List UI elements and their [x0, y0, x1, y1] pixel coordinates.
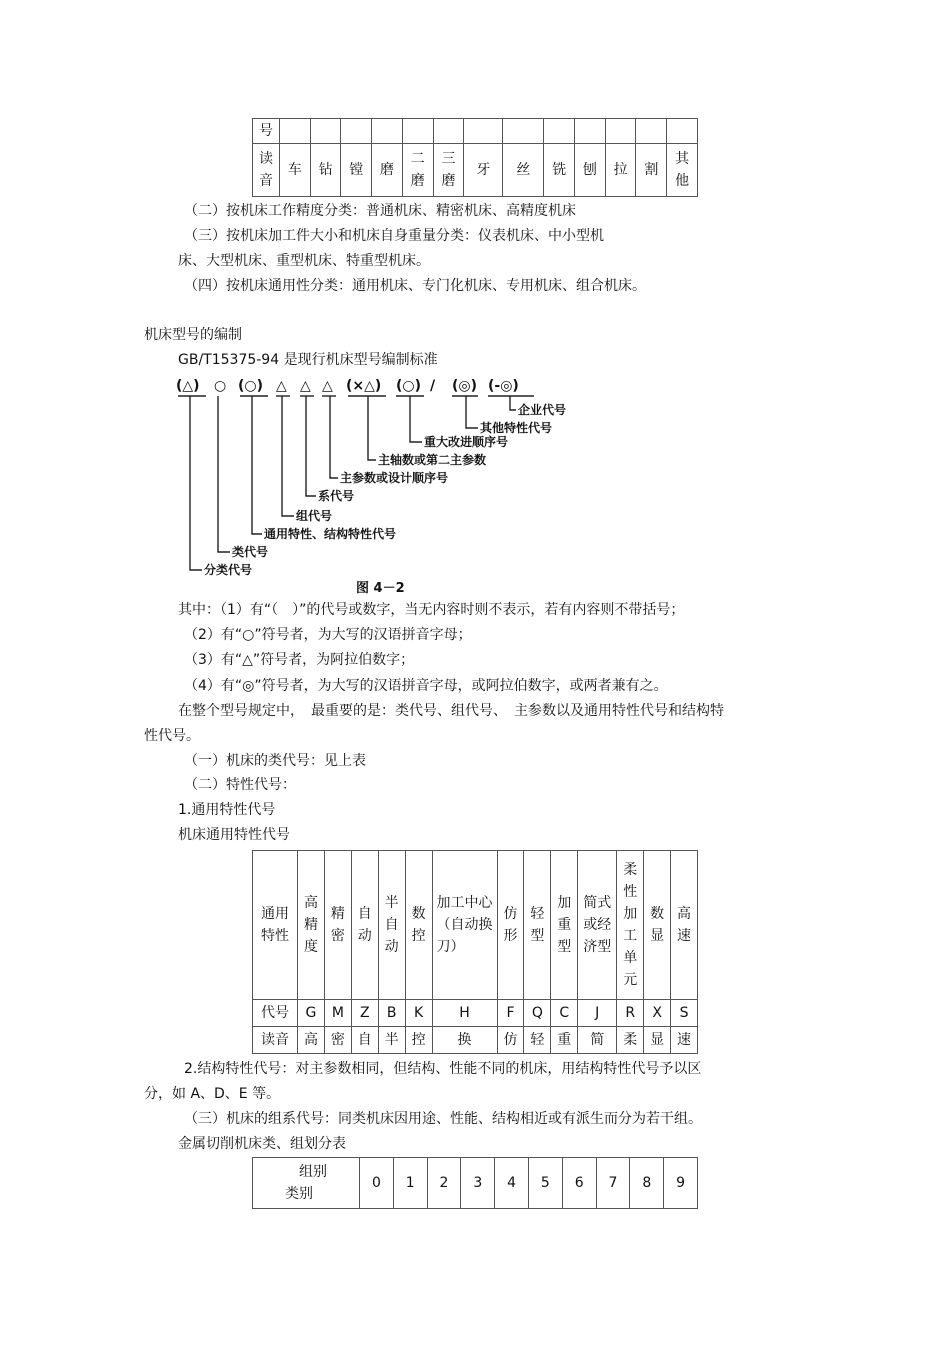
diagram-symbol: (△) [176, 378, 200, 394]
table-cell: 读音 [253, 144, 280, 197]
table-row [253, 1027, 698, 1054]
table-cell: 代号 [253, 1000, 298, 1027]
class-group-table [252, 1157, 698, 1209]
paragraph-line: 在整个型号规定中， 最重要的是：类代号、组代号、 主参数以及通用特性代号和结构特 [178, 703, 724, 719]
table-cell: C [551, 1000, 578, 1027]
table-cell: 拉 [605, 144, 636, 197]
section-title: 机床型号的编制 [144, 327, 242, 343]
table-cell: 通用特性 [253, 851, 298, 1000]
table-cell: 加重型 [551, 851, 578, 1000]
diagram-label: 系代号 [318, 489, 355, 503]
table-cell: 0 [360, 1158, 394, 1209]
table-cell: 2 [427, 1158, 461, 1209]
table-cell: 显 [644, 1027, 671, 1054]
table-cell [464, 119, 503, 144]
table-row [253, 144, 698, 197]
table-cell: H [432, 1000, 497, 1027]
table-cell: K [405, 1000, 432, 1027]
diagram-label: 主参数或设计顺序号 [340, 471, 449, 485]
table-cell: Z [351, 1000, 378, 1027]
table-cell [280, 119, 311, 144]
table-cell: 仿 [497, 1027, 524, 1054]
table-cell [636, 119, 667, 144]
paragraph-line: （一）机床的类代号：见上表 [184, 753, 366, 769]
table-cell: 高精度 [298, 851, 325, 1000]
table-row [253, 851, 698, 1000]
machine-class-table [252, 118, 698, 197]
table-cell: 刨 [575, 144, 606, 197]
table-cell [310, 119, 341, 144]
table-cell: 其他 [667, 144, 698, 197]
table-cell [402, 119, 433, 144]
table-cell: 轻型 [524, 851, 551, 1000]
table-cell [433, 119, 464, 144]
table-cell: 三磨 [433, 144, 464, 197]
table-cell: 自动 [351, 851, 378, 1000]
diagram-symbol: (○) [238, 378, 264, 394]
paragraph-line: （2）有“○”符号者，为大写的汉语拼音字母； [184, 627, 472, 643]
row-header-label: 类别 [285, 1186, 313, 1202]
diagram-label: 其他特性代号 [480, 421, 553, 435]
table-cell [253, 1158, 360, 1209]
table-cell: 铣 [544, 144, 575, 197]
table-cell: S [671, 1000, 698, 1027]
paragraph-line: （二）按机床工作精度分类：普通机床、精密机床、高精度机床 [184, 203, 576, 219]
table-cell: 磨 [372, 144, 403, 197]
paragraph-line: （三）按机床加工件大小和机床自身重量分类：仪表机床、中小型机 [184, 228, 604, 244]
table-cell: 割 [636, 144, 667, 197]
table-cell: 镗 [341, 144, 372, 197]
paragraph-line: 分，如 A、D、E 等。 [144, 1086, 281, 1102]
table-cell [372, 119, 403, 144]
diagram-symbol: (-◎) [488, 378, 519, 394]
table-cell: 车 [280, 144, 311, 197]
diagram-label: 类代号 [232, 545, 269, 559]
paragraph-line: （3）有“△”符号者，为阿拉伯数字； [184, 652, 415, 668]
table-cell: 轻 [524, 1027, 551, 1054]
table-caption: 金属切削机床类、组划分表 [178, 1136, 346, 1152]
table-row [253, 1000, 698, 1027]
table-cell: G [298, 1000, 325, 1027]
table-cell [605, 119, 636, 144]
table-cell: 柔 [617, 1027, 644, 1054]
table-cell: 高 [298, 1027, 325, 1054]
table-cell: Q [524, 1000, 551, 1027]
table-cell: 7 [596, 1158, 630, 1209]
table-cell: 3 [461, 1158, 495, 1209]
table-cell: 简式或经济型 [578, 851, 617, 1000]
table-cell: J [578, 1000, 617, 1027]
diagram-label: 通用特性、结构特性代号 [264, 527, 397, 541]
table-cell [341, 119, 372, 144]
paragraph-line: （三）机床的组系代号：同类机床因用途、性能、结构相近或有派生而分为若干组。 [184, 1111, 702, 1127]
diagram-label: 企业代号 [518, 403, 567, 417]
paragraph-line: 床、大型机床、重型机床、特重型机床。 [178, 253, 430, 269]
table-cell [667, 119, 698, 144]
diagram-symbol: (×△) [346, 378, 382, 394]
paragraph-line: （4）有“◎”符号者，为大写的汉语拼音字母，或阿拉伯数字，或两者兼有之。 [184, 678, 668, 694]
table-cell [575, 119, 606, 144]
table-cell: 数控 [405, 851, 432, 1000]
table-cell: 精密 [324, 851, 351, 1000]
table-cell: 数显 [644, 851, 671, 1000]
diagram-symbol: ○ [214, 378, 227, 394]
paragraph-line: （四）按机床通用性分类：通用机床、专门化机床、专用机床、组合机床。 [184, 278, 646, 294]
table-cell: 密 [324, 1027, 351, 1054]
table-cell: B [378, 1000, 405, 1027]
table-cell: 换 [432, 1027, 497, 1054]
table-cell: 1 [393, 1158, 427, 1209]
table-cell: 加工中心（自动换刀） [432, 851, 497, 1000]
table-cell: 自 [351, 1027, 378, 1054]
table-cell: R [617, 1000, 644, 1027]
diagram-symbol: △ [300, 378, 311, 394]
standard-line: GB/T15375-94 是现行机床型号编制标准 [178, 352, 438, 368]
table-cell [544, 119, 575, 144]
table-cell: 8 [630, 1158, 664, 1209]
col-header-label: 组别 [299, 1164, 327, 1180]
table-cell: M [324, 1000, 351, 1027]
figure-caption: 图 4－2 [356, 581, 405, 596]
diagram-label: 分类代号 [204, 563, 253, 577]
diagram-symbol: △ [322, 378, 333, 394]
table-row [253, 119, 698, 144]
diagram-symbol: (◎) [452, 378, 478, 394]
diagram-symbol: (○) [396, 378, 422, 394]
table-cell: X [644, 1000, 671, 1027]
diagram-symbol: △ [276, 378, 287, 394]
table-cell: 号 [253, 119, 280, 144]
diagram-label: 组代号 [296, 509, 333, 523]
paragraph-line: 性代号。 [144, 728, 200, 744]
table-cell: 牙 [464, 144, 503, 197]
table-cell: 5 [528, 1158, 562, 1209]
table-cell: 9 [664, 1158, 698, 1209]
table-cell: 钻 [310, 144, 341, 197]
table-cell: 6 [562, 1158, 596, 1209]
table-cell: 柔性加工单元 [617, 851, 644, 1000]
table-cell: 二磨 [402, 144, 433, 197]
table-cell: 丝 [503, 144, 544, 197]
diagram-symbol: / [430, 378, 436, 394]
paragraph-line: 1.通用特性代号 [178, 802, 276, 818]
model-code-diagram [170, 372, 590, 597]
table-cell: 4 [495, 1158, 529, 1209]
table-cell: 控 [405, 1027, 432, 1054]
table-cell: F [497, 1000, 524, 1027]
table-cell: 高速 [671, 851, 698, 1000]
diagram-label: 主轴数或第二主参数 [378, 453, 487, 467]
table-caption: 机床通用特性代号 [178, 827, 290, 843]
table-cell: 仿形 [497, 851, 524, 1000]
paragraph-line: 其中：（1）有“（ ）”的代号或数字，当无内容时则不表示，若有内容则不带括号； [178, 602, 685, 618]
table-cell: 读音 [253, 1027, 298, 1054]
table-cell [503, 119, 544, 144]
diagram-label: 重大改进顺序号 [424, 435, 509, 449]
paragraph-line: （二）特性代号： [184, 777, 296, 793]
table-cell: 重 [551, 1027, 578, 1054]
table-row [253, 1158, 698, 1209]
table-cell: 速 [671, 1027, 698, 1054]
table-cell: 半 [378, 1027, 405, 1054]
table-cell: 半自动 [378, 851, 405, 1000]
general-feature-code-table [252, 850, 698, 1054]
paragraph-line: 2.结构特性代号：对主参数相同，但结构、性能不同的机床，用结构特性代号予以区 [184, 1061, 702, 1077]
table-cell: 简 [578, 1027, 617, 1054]
